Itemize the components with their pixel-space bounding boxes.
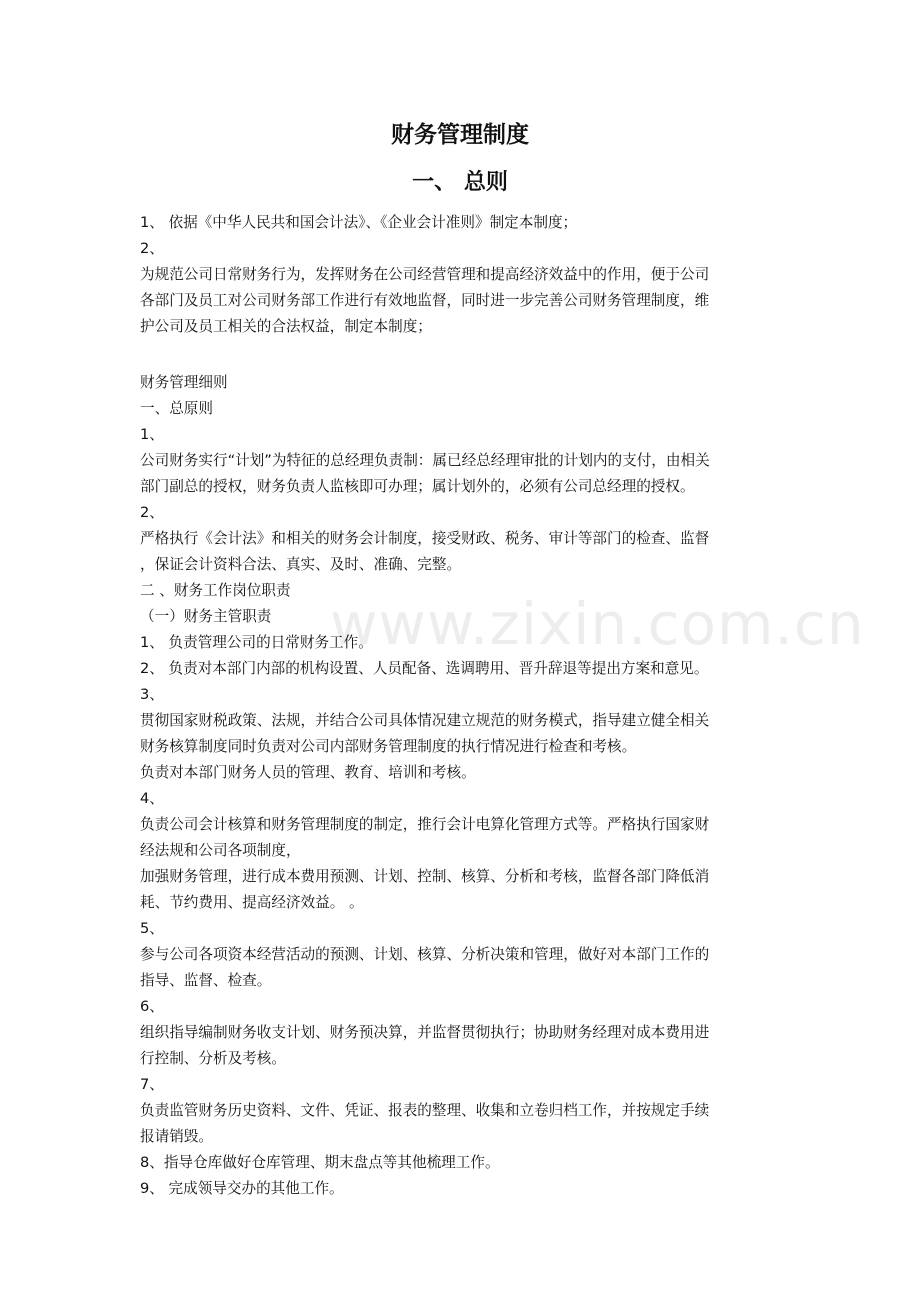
text-line: 为规范公司日常财务行为，发挥财务在公司经营管理和提高经济效益中的作用，便于公司	[140, 266, 710, 283]
text-line: 一、总原则	[140, 400, 213, 417]
watermark: www.zixin.com.cn	[330, 590, 865, 658]
text-line: 6、	[140, 998, 164, 1015]
text-line: 1、 依据《中华人民共和国会计法》、《企业会计准则》制定本制度；	[140, 214, 578, 231]
text-line: 经法规和公司各项制度，	[140, 842, 301, 859]
text-line: 负责公司会计核算和财务管理制度的制定，推行会计电算化管理方式等。严格执行国家财	[140, 816, 710, 833]
text-line: 部门副总的授权，财务负责人监核即可办理；属计划外的，必须有公司总经理的授权。	[140, 478, 695, 495]
text-line: 1、	[140, 426, 164, 443]
text-line: 财务管理细则	[140, 374, 228, 391]
text-line: 加强财务管理，进行成本费用预测、计划、控制、核算、分析和考核，监督各部门降低消	[140, 868, 710, 885]
text-line: 9、 完成领导交办的其他工作。	[140, 1180, 344, 1197]
text-line: 公司财务实行“计划”为特征的总经理负责制：属已经总经理审批的计划内的支付，由相关	[140, 452, 710, 469]
blank-line	[140, 340, 780, 370]
text-line: 8、指导仓库做好仓库管理、期末盘点等其他梳理工作。	[140, 1154, 500, 1171]
text-line: 财务核算制度同时负责对公司内部财务管理制度的执行情况进行检查和考核。	[140, 738, 637, 755]
text-line: 严格执行《会计法》和相关的财务会计制度，接受财政、税务、审计等部门的检查、监督	[140, 530, 710, 547]
text-line: 负责对本部门财务人员的管理、教育、培训和考核。	[140, 764, 476, 781]
text-line: 组织指导编制财务收支计划、财务预决算，并监督贯彻执行；协助财务经理对成本费用进	[140, 1024, 710, 1041]
text-line: 5、	[140, 920, 164, 937]
text-line: ，保证会计资料合法、真实、及时、准确、完整。	[140, 556, 462, 573]
text-line: 二 、财务工作岗位职责	[140, 582, 291, 599]
text-line: 指导、监督、检查。	[140, 972, 272, 989]
section-heading: 一、 总则	[412, 170, 508, 195]
text-line: 报请销毁。	[140, 1128, 213, 1145]
text-line: 参与公司各项资本经营活动的预测、计划、核算、分析决策和管理，做好对本部门工作的	[140, 946, 710, 963]
text-line: 负责监管财务历史资料、文件、凭证、报表的整理、收集和立卷归档工作，并按规定手续	[140, 1102, 710, 1119]
text-line: 贯彻国家财税政策、法规，并结合公司具体情况建立规范的财务模式，指导建立健全相关	[140, 712, 710, 729]
text-line: 2、 负责对本部门内部的机构设置、人员配备、选调聘用、晋升辞退等提出方案和意见。	[140, 660, 709, 677]
document-title: 财务管理制度	[391, 122, 529, 148]
text-line: 1、 负责管理公司的日常财务工作。	[140, 634, 373, 651]
document-body	[140, 210, 780, 1202]
text-line: 3、	[140, 686, 164, 703]
text-line: 2、	[140, 240, 164, 257]
text-line: 护公司及员工相关的合法权益，制定本制度；	[140, 318, 432, 335]
text-line: 7、	[140, 1076, 164, 1093]
text-line: 各部门及员工对公司财务部工作进行有效地监督，同时进一步完善公司财务管理制度，维	[140, 292, 710, 309]
text-line: 2、	[140, 504, 164, 521]
text-line: 行控制、分析及考核。	[140, 1050, 286, 1067]
text-line: （一）财务主管职责	[140, 608, 272, 625]
text-line: 4、	[140, 790, 164, 807]
text-line: 耗、节约费用、提高经济效益。 。	[140, 894, 364, 911]
